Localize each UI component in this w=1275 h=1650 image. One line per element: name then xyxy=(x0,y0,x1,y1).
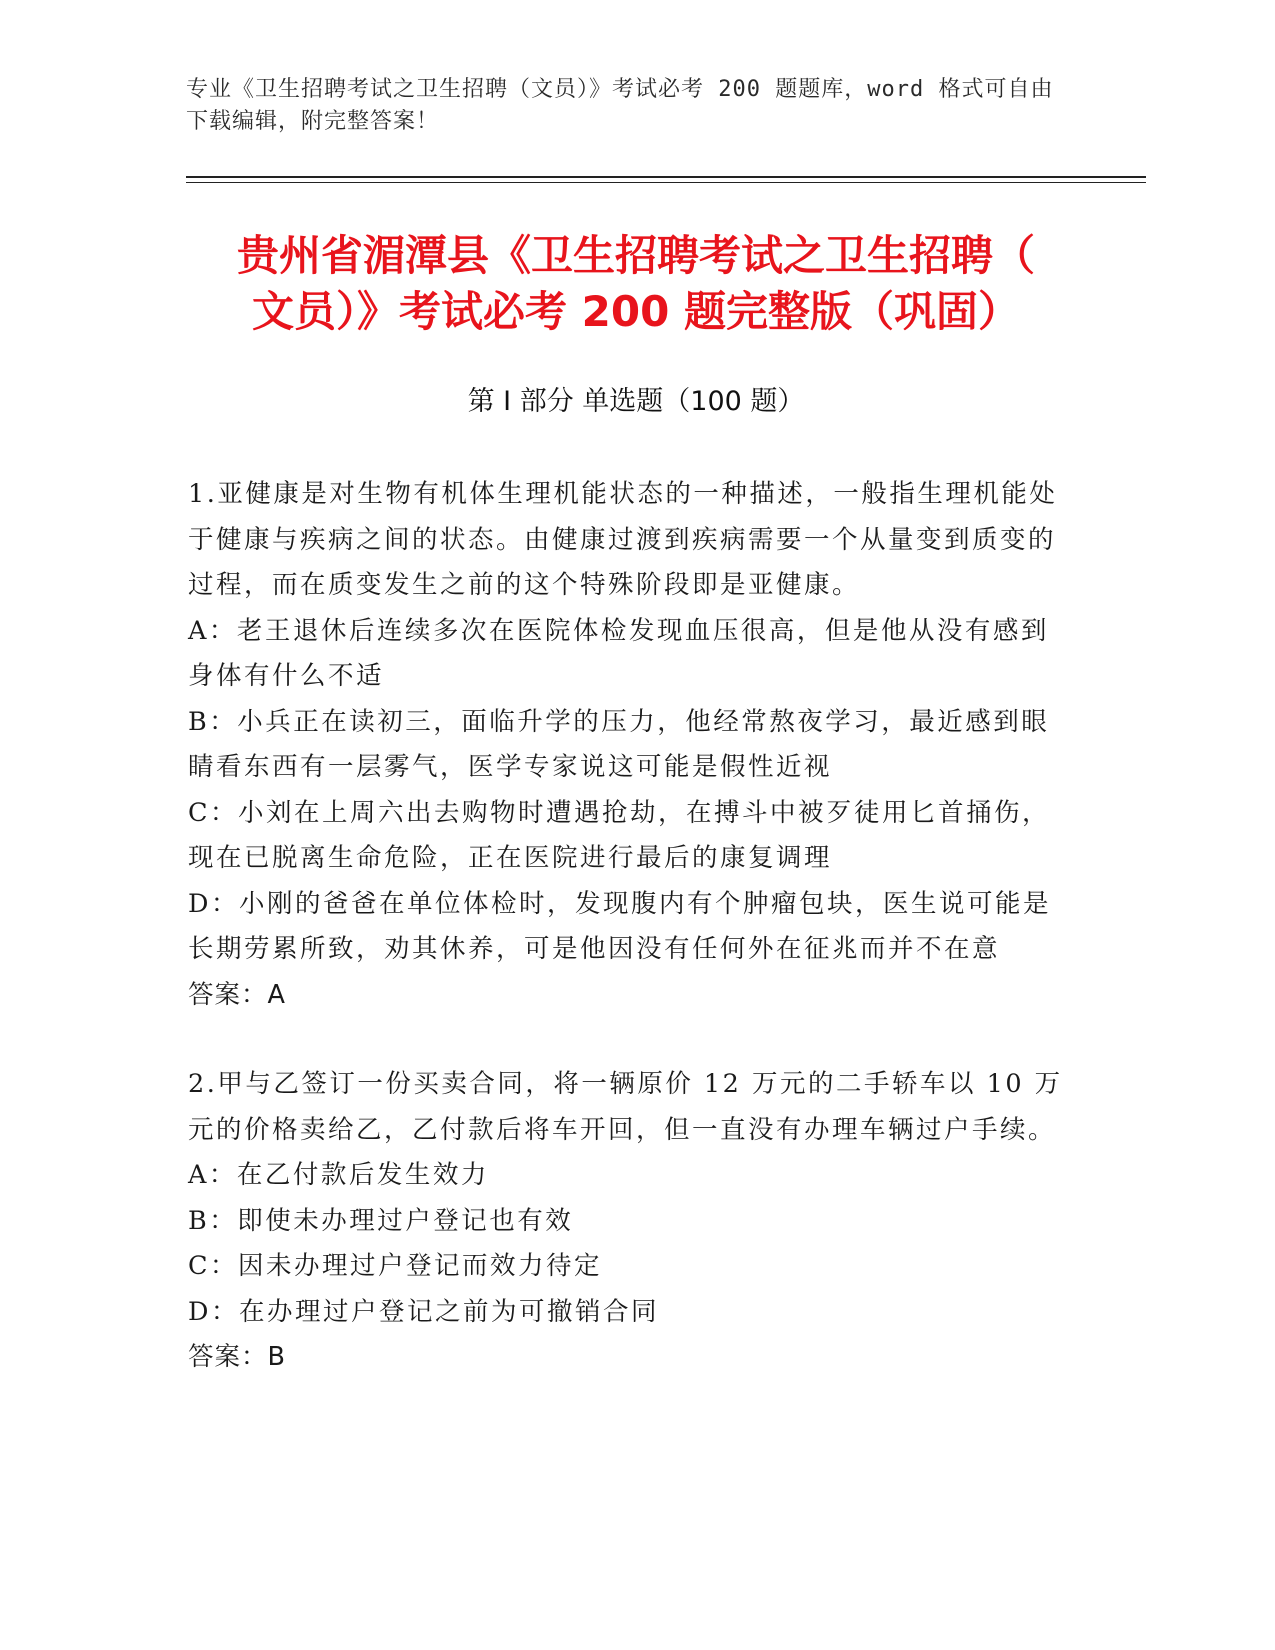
option-d: D：小刚的爸爸在单位体检时，发现腹内有个肿瘤包块，医生说可能是长期劳累所致，劝其休养，可是他因没有任何外在征兆而并不在意 xyxy=(188,888,1051,964)
title-line-1: 贵州省湄潭县《卫生招聘考试之卫生招聘（ xyxy=(236,231,1035,280)
option-a: A：老王退休后连续多次在医院体检发现血压很高，但是他从没有感到身体有什么不适 xyxy=(188,615,1049,691)
header-divider-thin xyxy=(186,182,1146,183)
option-c: C：因未办理过户登记而效力待定 xyxy=(188,1251,603,1281)
document-title xyxy=(186,228,1086,340)
question-item xyxy=(188,1062,1068,1381)
question-stem: 1.亚健康是对生物有机体生理机能状态的一种描述，一般指生理机能处于健康与疾病之间的状态。由健康过渡到疾病需要一个从量变到质变的过程，而在质变发生之前的这个特殊阶段即是亚健康。 xyxy=(188,479,1058,600)
title-line-2: 文员）》考试必考 200 题完整版（巩固） xyxy=(252,287,1020,336)
option-b: B：即使未办理过户登记也有效 xyxy=(188,1205,574,1236)
option-c: C：小刘在上周六出去购物时遭遇抢劫，在搏斗中被歹徒用匕首捅伤，现在已脱离生命危险，正在医院进行最后的康复调理 xyxy=(188,797,1051,873)
section-heading: 第 I 部分 单选题（100 题） xyxy=(467,386,805,417)
question-list xyxy=(188,472,1068,1381)
answer-text: 答案：B xyxy=(188,1342,286,1372)
option-b: B：小兵正在读初三，面临升学的压力，他经常熬夜学习，最近感到眼睛看东西有一层雾气，医学专家说这可能是假性近视 xyxy=(188,706,1050,782)
intro-text: 专业《卫生招聘考试之卫生招聘（文员）》考试必考 200 题题库，word 格式可自由下载编辑，附完整答案！ xyxy=(186,77,1054,134)
option-a: A：在乙付款后发生效力 xyxy=(188,1160,489,1190)
answer-text: 答案：A xyxy=(188,979,286,1010)
question-stem: 2.甲与乙签订一份买卖合同，将一辆原价 12 万元的二手轿车以 10 万元的价格卖给乙，乙付款后将车开回，但一直没有办理车辆过户手续。 xyxy=(188,1069,1063,1145)
option-d: D：在办理过户登记之前为可撤销合同 xyxy=(188,1296,659,1327)
question-item xyxy=(188,472,1068,1018)
header-divider-thick xyxy=(186,176,1146,178)
